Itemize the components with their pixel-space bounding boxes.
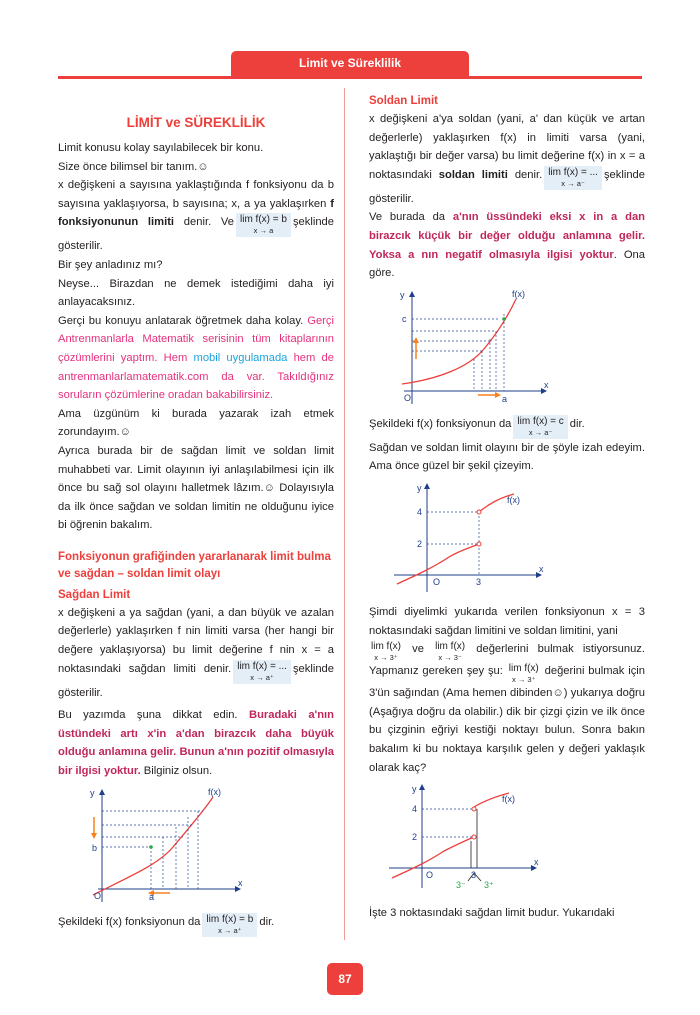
limit-formula-top: lim f(x) = b bbox=[240, 214, 287, 226]
caption-formula-top: lim f(x) = b bbox=[206, 913, 254, 925]
right-limit-definition bbox=[58, 604, 334, 702]
minus-note-bold: a'nın üssündeki eksi x in a dan birazcık küçük bir değer olduğu anlamına gelir. Yoksa a nın negatif olmasıyla ilgisi yoktur bbox=[369, 211, 645, 261]
curve-2 bbox=[402, 299, 516, 384]
left-limit-formula bbox=[544, 166, 602, 190]
question-2: Neyse... Birazdan ne demek istediğimi daha iyi anlayacaksınız. bbox=[58, 277, 334, 309]
right-column bbox=[369, 93, 645, 923]
def-text-a: x değişkeni a sayısına yaklaştığında f fonksiyonu da b sayısına yaklaşıyorsa, b sayısına; x, a ya yaklaşırken bbox=[58, 179, 334, 210]
fx-label: f(x) bbox=[208, 786, 221, 797]
minus-note bbox=[369, 208, 645, 282]
note-paragraph bbox=[58, 706, 334, 780]
mobile-app-text: mobil uygulamada bbox=[193, 351, 288, 364]
two-label-4: 2 bbox=[412, 832, 418, 843]
p6-lim-1-top: lim f(x) bbox=[371, 641, 401, 653]
caption-formula-bottom: x → a⁺ bbox=[218, 925, 242, 935]
p6-lim-2-top: lim f(x) bbox=[435, 641, 466, 653]
graph-caption bbox=[58, 913, 334, 937]
right-limit-graph bbox=[88, 787, 248, 907]
p6-lim-1-bottom: x → 3⁺ bbox=[374, 653, 398, 663]
subheading-right-limit: Sağdan Limit bbox=[58, 588, 131, 601]
caption2-formula bbox=[513, 415, 567, 439]
p6-lim-2 bbox=[435, 641, 465, 662]
promo-c: Hem bbox=[157, 351, 194, 364]
limit-formula bbox=[236, 213, 291, 237]
intro-line-1: Limit konusu kolay sayılabilecek bir konu. bbox=[58, 142, 264, 154]
left-limit-text-d: şeklinde gösterilir. bbox=[369, 168, 645, 205]
minus-note-c: . Ona göre. bbox=[369, 248, 645, 280]
y-label-3: y bbox=[417, 482, 422, 493]
three-label-4: 3 bbox=[471, 870, 477, 881]
paragraph-7: İşte 3 noktasındaki sağdan limit budur. Yukarıdaki bbox=[369, 907, 615, 920]
page-title: LİMİT ve SÜREKLİLİK bbox=[126, 115, 266, 130]
three-minus-label: 3⁻ bbox=[456, 880, 466, 891]
left-limit-formula-top: lim f(x) = ... bbox=[548, 166, 598, 178]
jump-graph-detail bbox=[384, 783, 544, 898]
p6-lim-3-bottom: x → 3⁺ bbox=[511, 675, 536, 685]
note-c: Bilginiz olsun. bbox=[140, 765, 213, 778]
jump-graph bbox=[389, 482, 549, 597]
a-label: a bbox=[149, 891, 155, 902]
limit-point bbox=[149, 845, 153, 849]
p6-a: Şimdi diyelimki yukarıda verilen fonksiyonun x = 3 noktasındaki sağdan limitini ve soldan limitini, yani bbox=[369, 605, 645, 637]
right-limit-text: x değişkeni a ya sağdan (yani, a dan büyük ve azalan değerlerle) yaklaşırken f nin limiti varsa (her hangi bir değere yaklaşıyorsa) bu limit değerine f nin x = a noktasındaki sağdan limiti denir. bbox=[58, 606, 334, 675]
c-label: c bbox=[402, 313, 407, 324]
right-limit-formula-top: lim f(x) = ... bbox=[237, 660, 287, 672]
note-a: Bu yazımda şuna dikkat edin. bbox=[58, 709, 249, 722]
minus-note-a: Ve burada da bbox=[369, 211, 453, 224]
x-label-4: x bbox=[534, 857, 539, 868]
caption2-a: Şekildeki f(x) fonksiyonun da bbox=[369, 417, 512, 430]
limit-definition bbox=[58, 176, 334, 256]
promo-e: hem de bbox=[287, 351, 334, 364]
fx-label-2: f(x) bbox=[512, 288, 525, 299]
origin-label-4: O bbox=[426, 870, 434, 881]
p6-lim-2-bottom: x → 3⁻ bbox=[438, 653, 462, 663]
caption-formula bbox=[202, 913, 257, 937]
limit-formula-bottom: x → a bbox=[253, 226, 274, 236]
left-limit-text-c: denir. bbox=[507, 168, 543, 181]
left-limit-definition bbox=[369, 110, 645, 208]
paragraph-5: Sağdan ve soldan limit olayını bir de şöyle izah edeyim. Ama önce güzel bir şekil çizeyim. bbox=[369, 441, 645, 473]
y-label: y bbox=[90, 787, 95, 798]
p6-ve: ve bbox=[412, 643, 424, 656]
paragraph-6 bbox=[369, 603, 645, 777]
p6-c: değerini bulmak için 3'ün sağından (Ama hemen dibinden☺) yukarıya doğru (Aşağıya doğru da olabilir.) dik bir çizgi çizin ve ilk önce bu çizginin eğriyi kestiği noktayı bulun. Sonra bakın bakalım ki bu noktaya karşılık gelen y değeri yaklaşık olarak kaç? bbox=[369, 665, 646, 774]
caption2-b: dir. bbox=[569, 417, 585, 430]
right-limit-formula-bottom: x → a⁺ bbox=[250, 672, 274, 682]
graph-caption-2 bbox=[369, 415, 645, 439]
two-label: 2 bbox=[417, 538, 423, 549]
curve bbox=[93, 797, 213, 895]
right-limit-text-b: şeklinde gösterilir. bbox=[58, 662, 334, 699]
dashed-guides bbox=[102, 811, 203, 889]
y-label-2: y bbox=[400, 289, 405, 300]
left-limit-formula-bottom: x → a⁻ bbox=[561, 178, 585, 188]
def-text-d: şeklinde gösterilir. bbox=[58, 216, 334, 253]
fx-label-3: f(x) bbox=[507, 494, 520, 505]
section-heading: Fonksiyonun grafiğinden yararlanarak limit bulma ve sağdan – soldan limit olayı bbox=[58, 550, 331, 580]
y-label-4: y bbox=[412, 784, 417, 795]
three-plus-label: 3⁺ bbox=[484, 880, 494, 891]
x-label-2: x bbox=[544, 379, 549, 390]
subheading-left-limit: Soldan Limit bbox=[369, 95, 438, 107]
paragraph-3: Ama üzgünüm ki burada yazarak izah etmek zorundayım.☺ bbox=[58, 407, 334, 439]
promo-a: Gerçi bu konuyu anlatarak öğretmek daha kolay. bbox=[58, 314, 304, 327]
x-label: x bbox=[238, 877, 243, 888]
origin-label-3: O bbox=[433, 576, 441, 587]
page-number: 87 bbox=[327, 963, 363, 995]
left-limit-graph bbox=[394, 289, 554, 409]
chapter-header-tab: Limit ve Süreklilik bbox=[231, 51, 469, 76]
fx-label-4: f(x) bbox=[502, 794, 515, 805]
header-rule bbox=[58, 76, 642, 79]
p6-b: değerlerini bulmak istiyorsunuz. Yapmanız gereken şey şu: bbox=[369, 643, 646, 678]
right-limit-formula bbox=[233, 660, 291, 684]
column-divider bbox=[344, 88, 345, 940]
p6-lim-3-top: lim f(x) bbox=[508, 663, 539, 675]
left-limit-bold: soldan limiti bbox=[438, 168, 508, 181]
caption-a: Şekildeki f(x) fonksiyonun da bbox=[58, 915, 201, 928]
p6-lim-3 bbox=[509, 663, 539, 684]
question-1: Bir şey anladınız mı? bbox=[58, 258, 163, 271]
left-column bbox=[58, 110, 334, 937]
origin-label-2: O bbox=[404, 392, 412, 403]
origin-label: O bbox=[94, 890, 102, 901]
x-label-3: x bbox=[539, 563, 544, 574]
a-label-2: a bbox=[502, 393, 508, 404]
promo-b: Gerçi Antrenmanlarla Matematik serisinin tüm kitaplarının çözümlerini yaptım. bbox=[58, 314, 334, 364]
intro-line-2: Size önce bilimsel bir tanım.☺ bbox=[58, 160, 209, 173]
promo-paragraph bbox=[58, 312, 334, 405]
left-limit-text: x değişkeni a'ya soldan (yani, a' dan küçük ve artan değerlerle) yaklaşırken f(x) in limiti varsa (yani, yaklaştığı bir değer varsa) bu limit değerine f(x) in x = a noktasındaki bbox=[369, 113, 645, 181]
three-label: 3 bbox=[476, 576, 482, 587]
b-label: b bbox=[92, 842, 98, 853]
def-bold: f fonksiyonunun limiti bbox=[58, 197, 334, 229]
four-label: 4 bbox=[417, 506, 423, 517]
caption2-formula-bottom: x → a⁻ bbox=[528, 427, 553, 437]
note-bold: Buradaki a'nın üstündeki artı x'in a'dan birazcık daha büyük olduğu anlamına gelir. Bunun a'nın pozitif olmasıyla bir ilgisi yoktur. bbox=[58, 709, 334, 778]
website-link[interactable]: antrenmanlarlamatematik.com bbox=[58, 370, 209, 383]
def-text-c: denir. Ve bbox=[174, 216, 234, 229]
caption2-formula-top: lim f(x) = c bbox=[517, 415, 564, 427]
paragraph-4: Ayrıca burada bir de sağdan limit ve soldan limit muhabbeti var. Limit olayının iyi anlaşılabilmesi için ilk önce bu sağ sol olayını halletmek lâzım.☺ Dolayısıyla da ilk önce sağdan ve soldan limitin ne olduğunu iyice bi öğrenin bakalım. bbox=[58, 444, 334, 532]
four-label-4: 4 bbox=[412, 804, 418, 815]
caption-b: dir. bbox=[259, 915, 275, 928]
p6-lim-1 bbox=[371, 641, 401, 662]
promo-g: da var. Takıldığınız soruların çözümlerine oradan bakabilirsiniz. bbox=[58, 370, 334, 402]
